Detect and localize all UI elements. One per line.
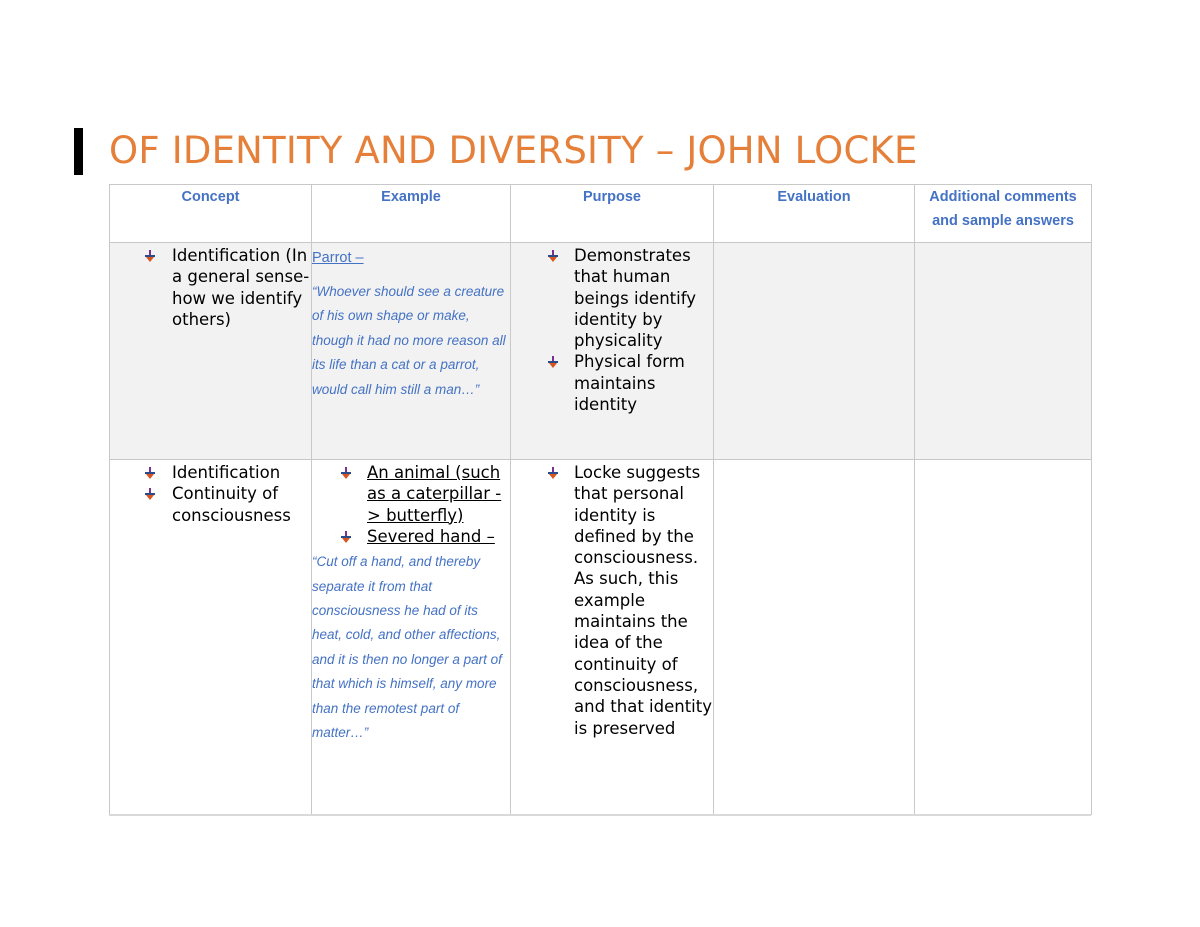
comments-cell xyxy=(915,243,1092,460)
example-cell xyxy=(312,243,511,460)
arrow-down-bullet-icon xyxy=(144,250,156,262)
arrow-down-bullet-icon xyxy=(547,356,559,368)
arrow-down-bullet-icon xyxy=(340,531,352,543)
header-example: Example xyxy=(312,185,511,243)
arrow-down-bullet-icon xyxy=(144,467,156,479)
concept-cell xyxy=(110,243,312,460)
example-quote: “Whoever should see a creature of his own shape or make, though it had no more reason all its life than a cat or a parrot, would call him still a man…” xyxy=(312,284,506,397)
comments-cell xyxy=(915,460,1092,815)
example-quote: “Cut off a hand, and thereby separate it from that consciousness he had of its heat, cold, and other affections, and it is then no longer a part of that which is himself, any more than the remotest part of matter…” xyxy=(312,554,502,741)
concept-table xyxy=(109,184,1092,815)
purpose-cell xyxy=(511,243,714,460)
header-concept: Concept xyxy=(110,185,312,243)
list-item: Continuity of consciousness xyxy=(110,483,311,526)
arrow-down-bullet-icon xyxy=(547,250,559,262)
example-label: Parrot – xyxy=(312,250,364,266)
arrow-down-bullet-icon xyxy=(340,467,352,479)
list-item: Identification xyxy=(110,462,311,483)
table-row xyxy=(110,243,1092,460)
table-row xyxy=(110,460,1092,815)
concept-cell xyxy=(110,460,312,815)
list-item: Demonstrates that human beings identify identity by physicality xyxy=(511,245,713,351)
evaluation-cell xyxy=(714,243,915,460)
list-item: Severed hand – xyxy=(312,526,510,547)
list-item: Physical form maintains identity xyxy=(511,351,713,415)
header-purpose: Purpose xyxy=(511,185,714,243)
evaluation-cell xyxy=(714,460,915,815)
arrow-down-bullet-icon xyxy=(547,467,559,479)
arrow-down-bullet-icon xyxy=(144,488,156,500)
purpose-cell xyxy=(511,460,714,815)
header-evaluation: Evaluation xyxy=(714,185,915,243)
table-header-row xyxy=(110,185,1092,243)
list-item: An animal (such as a caterpillar -> butterfly) xyxy=(312,462,510,526)
title-marker-bar xyxy=(74,128,83,175)
list-item: Locke suggests that personal identity is defined by the consciousness. As such, this example maintains the idea of the continuity of consciousness, and that identity is preserved xyxy=(511,462,713,739)
header-additional-comments: Additional comments and sample answers xyxy=(915,185,1092,243)
list-item: Identification (In a general sense-how we identify others) xyxy=(110,245,311,330)
table-bottom-rule xyxy=(109,814,1091,816)
example-cell xyxy=(312,460,511,815)
page-title: OF IDENTITY AND DIVERSITY – JOHN LOCKE xyxy=(109,129,918,172)
